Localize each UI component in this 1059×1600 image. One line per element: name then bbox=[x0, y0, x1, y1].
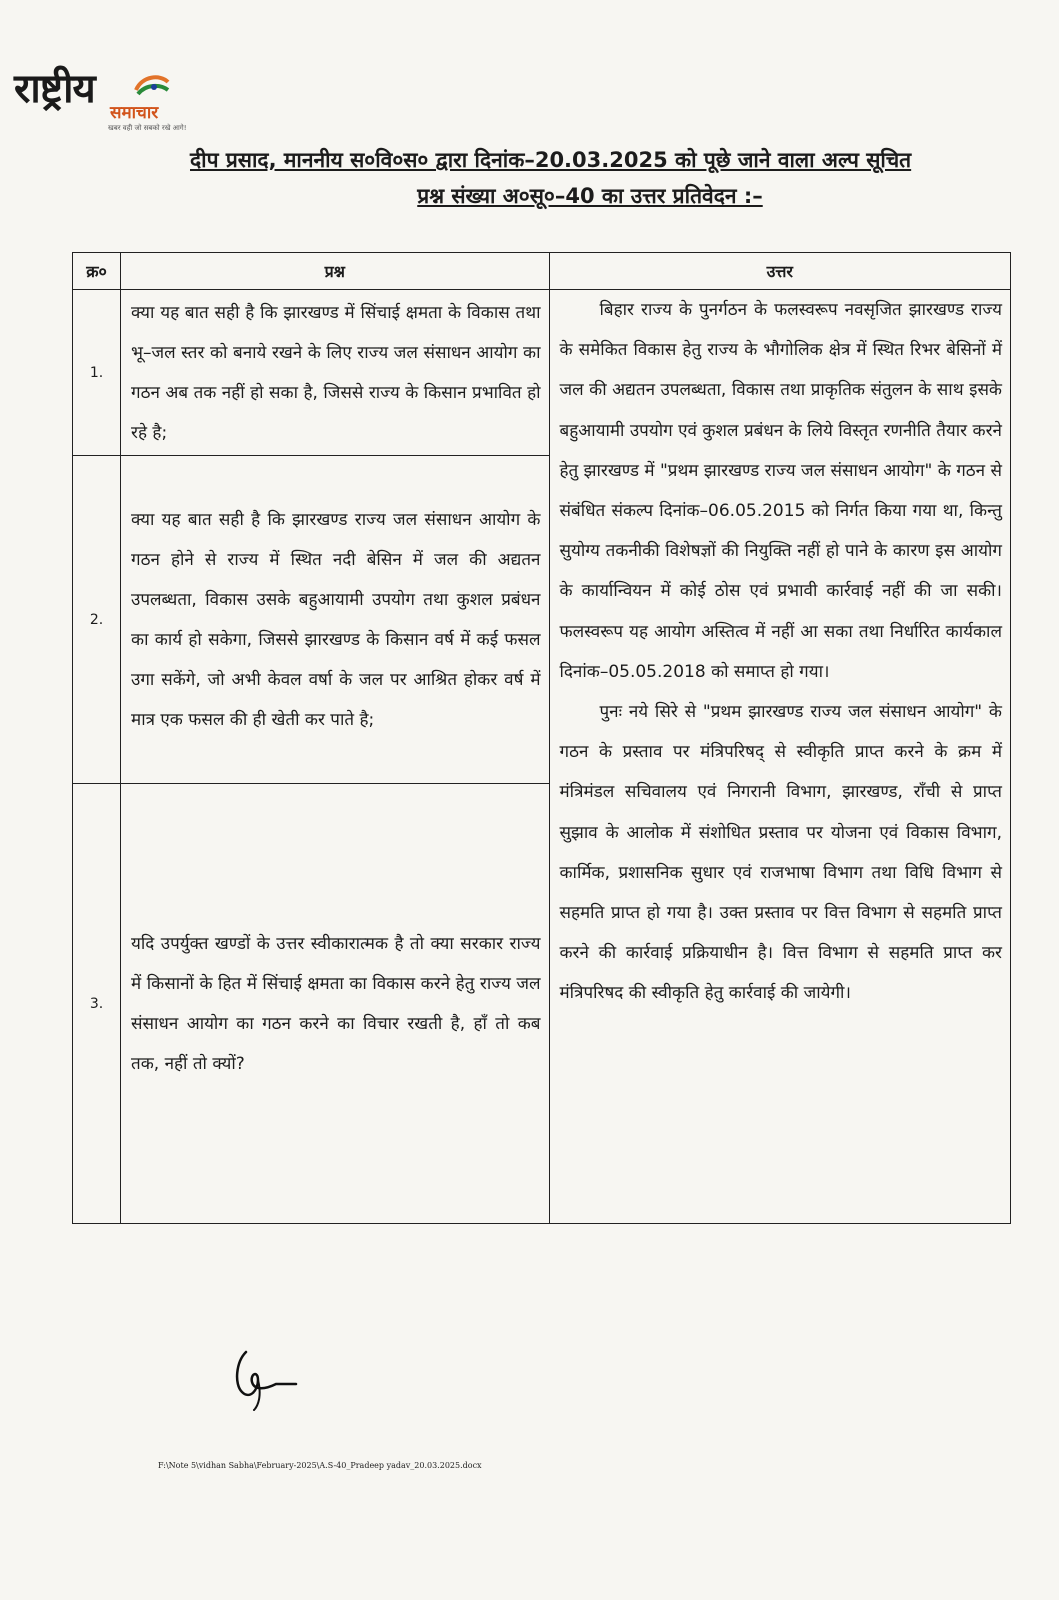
table-header-row bbox=[73, 253, 1011, 290]
question-cell: क्या यह बात सही है कि झारखण्ड में सिंचाई क्षमता के विकास तथा भू–जल स्तर को बनाये रखने के लिए राज्य जल संसाधन आयोग का गठन अब तक नहीं हो सका है, जिससे राज्य के किसान प्रभावित हो रहे है; bbox=[121, 290, 549, 456]
table-row bbox=[73, 290, 1011, 456]
row-serial: 1. bbox=[73, 290, 121, 456]
signature-mark bbox=[228, 1340, 308, 1420]
answer-paragraph-2: पुनः नये सिरे से "प्रथम झारखण्ड राज्य जल संसाधन आयोग" के गठन के प्रस्ताव पर मंत्रिपरिषद् से स्वीकृति प्राप्त करने के क्रम में मंत्रिमंडल सचिवालय एवं निगरानी विभाग, झारखण्ड, राँची से प्राप्त सुझाव के आलोक में संशोधित प्रस्ताव पर योजना एवं विकास विभाग, कार्मिक, प्रशासनिक सुधार एवं राजभाषा विभाग तथा विधि विभाग से सहमति प्राप्त हो गया है। उक्त प्रस्ताव पर वित्त विभाग से सहमति प्राप्त करने की कार्रवाई प्रक्रियाधीन है। वित्त विभाग से सहमति प्राप्त कर मंत्रिपरिषद की स्वीकृति हेतु कार्रवाई की जायेगी। bbox=[559, 702, 1002, 1004]
header-question: प्रश्न bbox=[121, 253, 549, 290]
answer-paragraph-1: बिहार राज्य के पुनर्गठन के फलस्वरूप नवसृजित झारखण्ड राज्य के समेकित विकास हेतु राज्य के भौगोलिक क्षेत्र में स्थित रिभर बेसिनों में जल की अद्यतन उपलब्धता, विकास तथा प्राकृतिक संतुलन के साथ इसके बहुआयामी उपयोग एवं कुशल प्रबंधन के लिये विस्तृत रणनीति तैयार करने हेतु झारखण्ड में "प्रथम झारखण्ड राज्य जल संसाधन आयोग" के गठन से संबंधित संकल्प दिनांक–06.05.2015 को निर्गत किया गया था, किन्तु सुयोग्य तकनीकी विशेषज्ञों की नियुक्ति नहीं हो पाने के कारण इस आयोग के कार्यान्वियन में कोई ठोस एवं प्रभावी कार्रवाई नहीं की जा सकी। फलस्वरूप यह आयोग अस्तित्व में नहीं आ सका तथा निर्धारित कार्यकाल दिनांक–05.05.2018 को समाप्त हो गया। bbox=[559, 300, 1002, 682]
flag-swirl-icon bbox=[132, 72, 172, 102]
logo-tagline: खबर वही जो सबको रखे आगे! bbox=[108, 124, 187, 132]
header-answer: उत्तर bbox=[549, 253, 1011, 290]
heading-line-2: प्रश्न संख्या अ०सू०–40 का उत्तर प्रतिवेदन :– bbox=[417, 184, 763, 208]
question-cell: क्या यह बात सही है कि झारखण्ड राज्य जल संसाधन आयोग के गठन होने से राज्य में स्थित नदी बेसिन में जल की अद्यतन उपलब्धता, विकास उसके बहुआयामी उपयोग तथा कुशल प्रबंधन का कार्य हो सकेगा, जिससे झारखण्ड के किसान वर्ष में कई फसल उगा सकेंगे, जो अभी केवल वर्षा के जल पर आश्रित होकर वर्ष में मात्र एक फसल की ही खेती कर पाते है; bbox=[121, 456, 549, 784]
logo-sub-text: समाचार bbox=[110, 103, 159, 123]
row-serial: 2. bbox=[73, 456, 121, 784]
answer-cell bbox=[549, 290, 1011, 1224]
newspaper-logo bbox=[14, 66, 214, 136]
question-answer-table bbox=[72, 252, 1011, 1224]
file-path-footer: F:\Note 5\vidhan Sabha\February-2025\A.S-40_Pradeep yadav_20.03.2025.docx bbox=[158, 1461, 482, 1470]
heading-line-1: दीप प्रसाद, माननीय स०वि०स० द्वारा दिनांक–20.03.2025 को पूछे जाने वाला अल्प सूचित bbox=[190, 148, 912, 172]
row-serial: 3. bbox=[73, 784, 121, 1224]
header-serial: क्र० bbox=[73, 253, 121, 290]
document-heading bbox=[190, 142, 990, 214]
logo-main-text: राष्ट्रीय bbox=[14, 65, 95, 112]
question-cell: यदि उपर्युक्त खण्डों के उत्तर स्वीकारात्मक है तो क्या सरकार राज्य में किसानों के हित में सिंचाई क्षमता का विकास करने हेतु राज्य जल संसाधन आयोग का गठन करने का विचार रखती है, हाँ तो कब तक, नहीं तो क्यों? bbox=[121, 784, 549, 1224]
